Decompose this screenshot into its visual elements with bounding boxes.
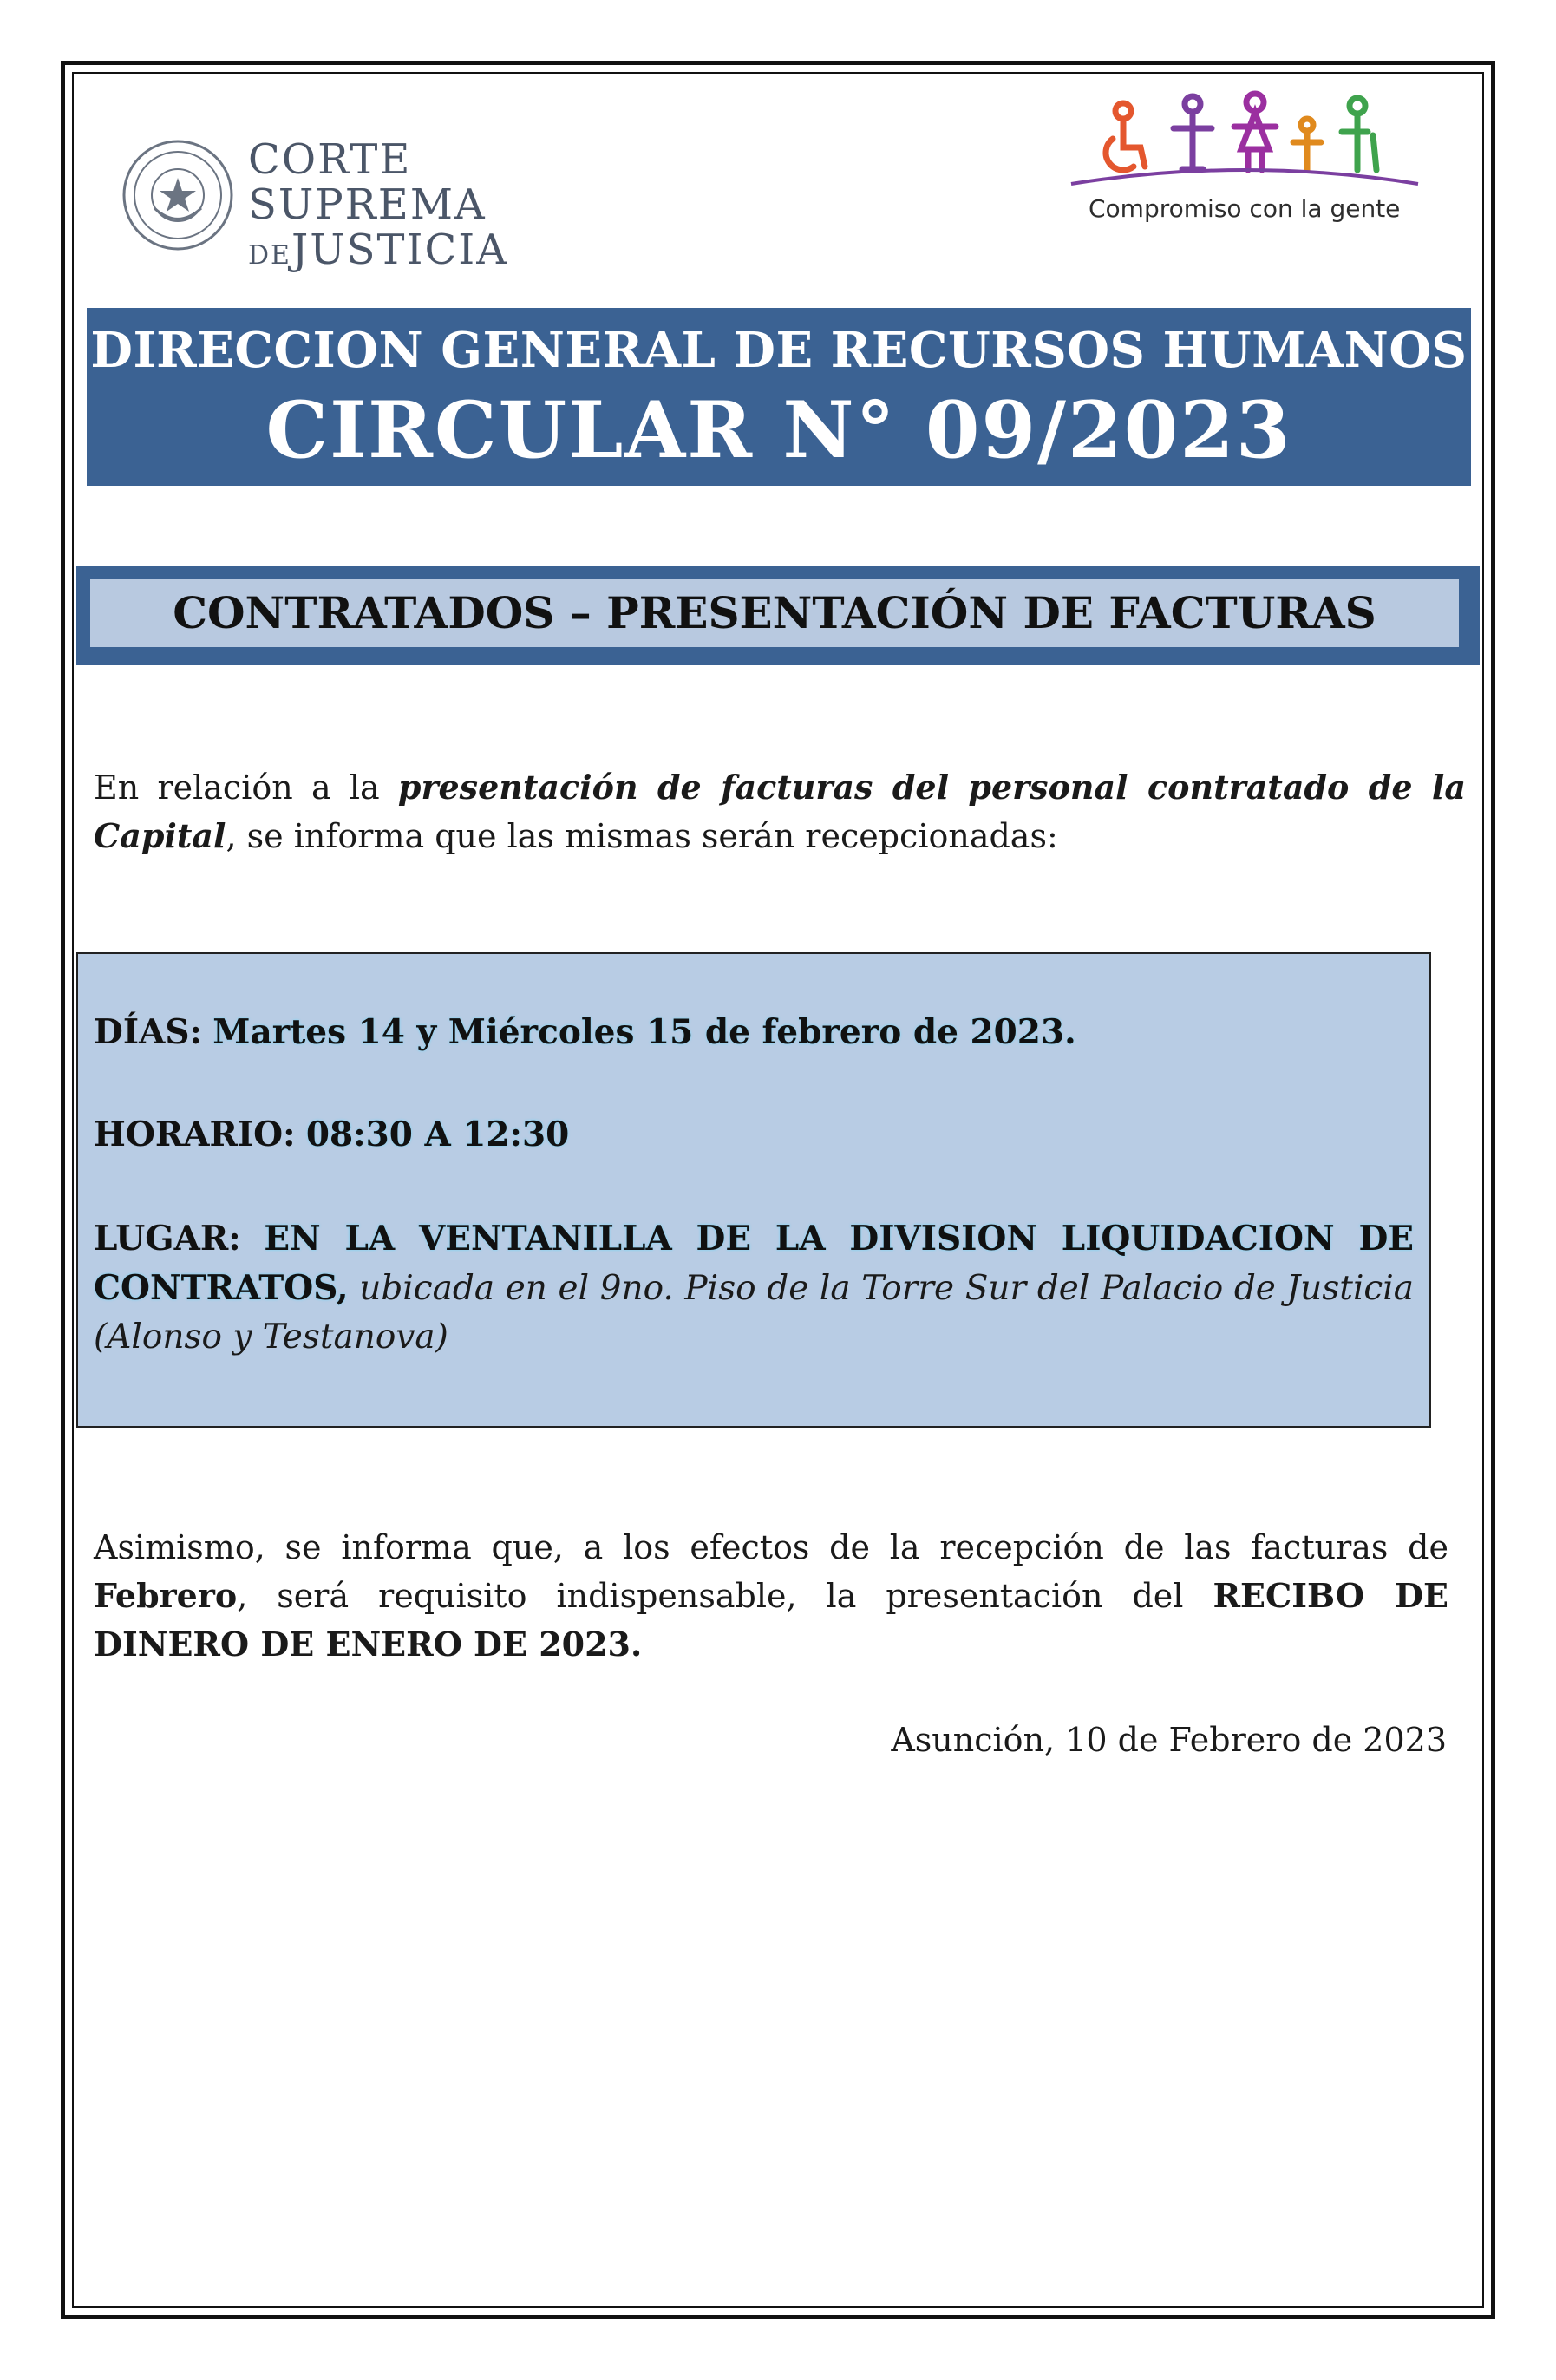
csj-line-3: DEJUSTICIA bbox=[248, 226, 508, 274]
signature-date: Asunción, 10 de Febrero de 2023 bbox=[891, 1721, 1447, 1759]
closing-text-2: , será requisito indispensable, la presentación del bbox=[237, 1577, 1213, 1615]
title-banner bbox=[87, 308, 1471, 486]
hours-value: 08:30 A 12:30 bbox=[305, 1115, 570, 1154]
compromiso-logo bbox=[1062, 87, 1427, 234]
place-label: LUGAR: bbox=[94, 1219, 241, 1259]
csj-line-1: CORTE bbox=[248, 135, 412, 184]
place-detail: ubicada en el 9no. Piso de la Torre Sur del Palacio de Justicia (Alonso y Testanova) bbox=[94, 1269, 1414, 1357]
days-label: DÍAS: bbox=[94, 1012, 202, 1052]
logo-tagline: Compromiso con la gente bbox=[1089, 194, 1401, 223]
place-row bbox=[94, 1214, 1414, 1362]
hours-row bbox=[94, 1110, 1414, 1160]
hours-label: HORARIO: bbox=[94, 1115, 296, 1154]
department-title: DIRECCION GENERAL DE RECURSOS HUMANOS bbox=[90, 322, 1468, 379]
place-value: EN LA VENTANILLA DE LA DIVISION LIQUIDACION DE CONTRATOS, bbox=[94, 1219, 1414, 1308]
schedule-box bbox=[76, 952, 1431, 1428]
subtitle-text: CONTRATADOS – PRESENTACIÓN DE FACTURAS bbox=[90, 579, 1459, 647]
csj-line-2: SUPREMA bbox=[248, 180, 487, 229]
intro-text-2: , se informa que las mismas serán recepcionadas: bbox=[226, 817, 1058, 855]
intro-paragraph bbox=[94, 763, 1466, 860]
days-row bbox=[94, 1008, 1414, 1057]
paraguay-seal-icon bbox=[121, 139, 234, 252]
intro-text-1: En relación a la bbox=[94, 768, 398, 807]
closing-text-1: Asimismo, se informa que, a los efectos de la recepción de las facturas de bbox=[94, 1528, 1448, 1566]
intro-emphasis: presentación de facturas del personal contratado de la Capital bbox=[94, 768, 1466, 855]
closing-paragraph bbox=[94, 1523, 1448, 1669]
days-value: Martes 14 y Miércoles 15 de febrero de 2023. bbox=[212, 1012, 1076, 1052]
closing-month: Febrero bbox=[94, 1576, 238, 1615]
closing-requirement: RECIBO DE DINERO DE ENERO DE 2023. bbox=[94, 1576, 1448, 1664]
circular-number: CIRCULAR N° 09/2023 bbox=[265, 384, 1292, 476]
people-figures-icon bbox=[1062, 87, 1427, 191]
csj-wordmark bbox=[248, 135, 508, 274]
csj-logo bbox=[121, 135, 508, 274]
subtitle-banner bbox=[76, 566, 1480, 665]
